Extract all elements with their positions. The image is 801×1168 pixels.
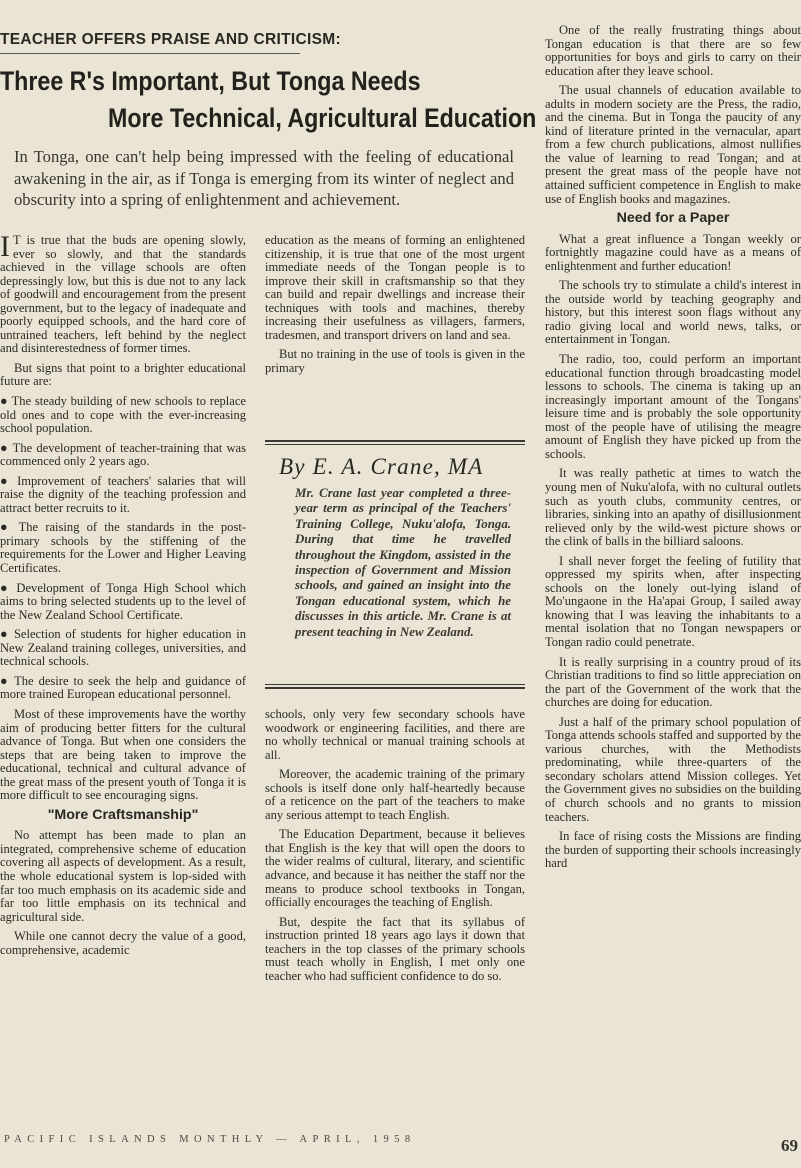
headline-line-1: Three R's Important, But Tonga Needs (0, 66, 421, 96)
byline-rule-bottom-thin (265, 684, 525, 685)
paragraph: I shall never forget the feeling of futility that oppressed my spirits when, after inspecting schools on the lonely out-lying island of Mo'ungaone in the Ha'apai Group, I sailed away knowing that I was leaving the inhabitants to a mental isolation that no Tongan newspapers or Tongan radio could penetrate. (545, 553, 801, 649)
paragraph: One of the really frustrating things about Tongan education is that there are so few opportunities for boys and girls to carry on their education after they leave school. (545, 23, 801, 78)
lead-paragraph (0, 230, 246, 356)
subheading-need-for-a-paper: Need for a Paper (616, 210, 730, 227)
author-byline: By E. A. Crane, MA (279, 454, 484, 479)
kicker-rule (0, 53, 300, 54)
paragraph: Moreover, the academic training of the primary schools is itself done only half-heartedly because of a reticence on the part of the teachers to make any serious attempt to teach English. (265, 767, 525, 822)
article-column-2-top (265, 234, 525, 430)
paragraph: But no training in the use of tools is given in the primary (265, 347, 525, 375)
headline-line-2: More Technical, Agricultural Education (108, 103, 537, 133)
paragraph: Just a half of the primary school population of Tonga attends schools staffed and supported by the various churches, with the Methodists predominating, while three-quarters of the secondary scholars attend Mission colleges. Yet the Government gives no subsidies on the building of church schools and no grants to mission teachers. (545, 714, 801, 824)
drop-cap: I (0, 230, 10, 263)
author-bio: Mr. Crane last year completed a three-year term as principal of the Teachers' Training College, Nuku'alofa, Tonga. During that time he travelled throughout the Kingdom, assisted in the inspection of Government and Mission schools, and gained an insight into the Tongan educational system, which he discusses in this article. Mr. Crane is at present teaching in New Zealand. (295, 486, 511, 639)
byline-rule-top-thin (265, 444, 525, 445)
paragraph: What a great influence a Tongan weekly or fortnightly magazine could have as a means of enlightenment and further education! (545, 231, 801, 273)
bullet-item: ● The desire to seek the help and guidance of more trained European educational personnel. (0, 673, 246, 702)
bullet-item: ● The raising of the standards in the post-primary schools by the stiffening of the requirements for the Lower and Higher Leaving Certificates. (0, 520, 246, 576)
paragraph: In face of rising costs the Missions are finding the burden of supporting their schools increasingly hard (545, 829, 801, 871)
paragraph: It was really pathetic at times to watch the young men of Nuku'alofa, with no cultural outlets such as youth clubs, community centres, or libraries, sinking into an apathy of disillusionment relieved only by the wild-west picture shows or the clink of balls in the billiard saloons. (545, 466, 801, 549)
article-column-1 (0, 230, 246, 957)
paragraph: But signs that point to a brighter educational future are: (0, 360, 246, 389)
paragraph: education as the means of forming an enlightened citizenship, it is true that one of the most urgent immediate needs of the Tongan people is to improve their skill in craftsmanship so that they can build and repair dwellings and increase their techniques with tools and machines, thereby increasing their usefulness as villagers, farmers, tradesmen, and transport drivers on land and sea. (265, 233, 525, 342)
paragraph: It is really surprising in a country proud of its Christian traditions to find so little appreciation on the part of the Government of the work that the churches are doing for education. (545, 654, 801, 710)
article-column-3 (545, 24, 801, 1066)
bullet-item: ● Development of Tonga High School which aims to bring selected students up to the level of the New Zealand School Certificate. (0, 580, 246, 622)
bullet-item: ● The steady building of new schools to replace old ones and to cope with the ever-increasing school population. (0, 394, 246, 436)
kicker: TEACHER OFFERS PRAISE AND CRITICISM: (0, 31, 341, 48)
paragraph: The radio, too, could perform an important educational function through broadcasting model lessons to schools. The cinema is taking up an increasingly important amount of the Tongans' leisure time and is probably the sole opportunity most of the people have of utilising the meagre amount of English they have picked up from the schools. (545, 352, 801, 461)
bullet-item: ● The development of teacher-training that was commenced only 2 years ago. (0, 440, 246, 469)
paragraph: schools, only very few secondary schools have woodwork or engineering facilities, and there are no wholly technical or manual training schools at all. (265, 707, 525, 762)
paragraph: While one cannot decry the value of a good, comprehensive, academic (0, 929, 246, 957)
byline-box (265, 440, 525, 695)
paragraph: But, despite the fact that its syllabus of instruction printed 18 years ago lays it down that teachers in the top classes of the primary schools must teach wholly in English, I met only one teacher who had sufficient confidence to do so. (265, 914, 525, 983)
paragraph: No attempt has been made to plan an integrated, comprehensive scheme of education covering all aspects of development. As a result, the whole educational system is lop-sided with far too much emphasis on its academic side and far too little emphasis on its technical and agricultural side. (0, 828, 246, 924)
intro-paragraph: In Tonga, one can't help being impressed with the feeling of educational awakening in the air, as if Tonga is emerging from its winter of neglect and obscurity into a spring of enlightenment and achievement. (14, 147, 514, 209)
byline-rule-top (265, 440, 525, 442)
byline-rule-bottom (265, 687, 525, 689)
paragraph: Most of these improvements have the worthy aim of producing better fitters for the cultural advance of Tonga. But when one considers the steps that are being taken to improve the educational, technical and cultural advance of the great mass of the present youth of Tonga it is more difficult to see encouraging signs. (0, 706, 246, 803)
bullet-item: ● Improvement of teachers' salaries that will raise the dignity of the teaching profession and attract better recruits to it. (0, 473, 246, 515)
page-number: 69 (781, 1136, 798, 1155)
paragraph: The schools try to stimulate a child's interest in the outside world by teaching geography and history, but this interest soon flags without any radio giving local and world news, talks, or entertainment in Tongan. (545, 278, 801, 347)
bullet-item: ● Selection of students for higher education in New Zealand training colleges, universities, and technical schools. (0, 627, 246, 669)
paragraph: The Education Department, because it believes that English is the key that will open the doors to the wider realms of cultural, literary, and scientific advance, and because it has neither the staff nor the means to produce school textbooks in Tongan, officially encourages the teaching of English. (265, 827, 525, 910)
subheading-more-craftsmanship: "More Craftsmanship" (47, 806, 199, 823)
paragraph-text: T is true that the buds are opening slowly, ever so slowly, and that the standards achieved in the village schools are often depressingly low, but this is due not to any lack of goodwill and encouragement from the present government, but to the legacy of inadequate and poorly equipped schools, and the hard core of untrained teachers, left behind by the neglect and disinterestedness of former times. (0, 233, 246, 356)
article-column-2-bottom (265, 708, 525, 1066)
running-footer: PACIFIC ISLANDS MONTHLY — APRIL, 1958 (4, 1134, 416, 1145)
paragraph: The usual channels of education available to adults in modern society are the Press, the radio, and the cinema. But in Tonga the paucity of any kind of literature printed in the vernacular, apart from a few church publications, almost nullifies the value of learning to read Tongan; and at present the great mass of the people have not attained sufficient competence in English to make use of English books and magazines. (545, 83, 801, 206)
